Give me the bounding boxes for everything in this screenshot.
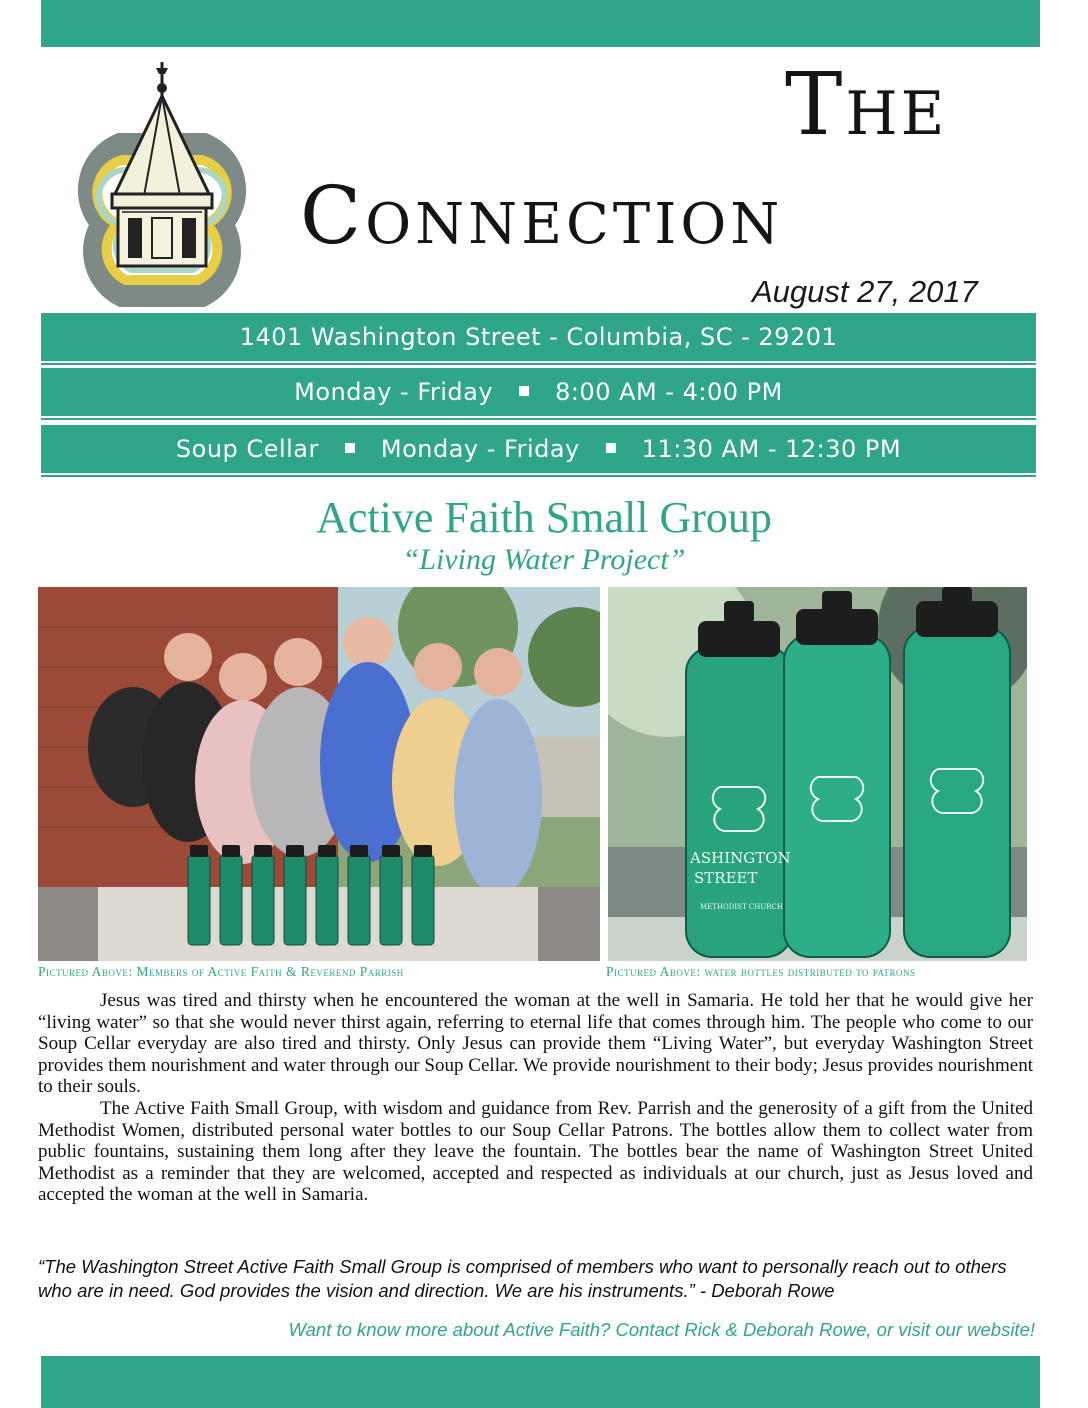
square-bullet-icon <box>519 386 529 396</box>
bottle-print-church: METHODIST CHURCH <box>700 903 783 911</box>
square-bullet-icon <box>606 443 616 453</box>
church-logo <box>52 48 272 310</box>
member-quote: “The Washington Street Active Faith Small Group is comprised of members who want to personally reach out to others who are in need. God provides the vision and direction. We are his instruments.” - Deborah Rowe <box>38 1256 1007 1301</box>
article-paragraph-2: The Active Faith Small Group, with wisdom and guidance from Rev. Parrish and the generosity of a gift from the United Methodist Women, distributed personal water bottles to our Soup Cellar Patrons. The bottles allow them to collect water from public fountains, sustaining them long after they leave the fountain. The bottles bear the name of Washington Street United Methodist as a reminder that they are welcomed, accepted and respected as individuals at our church, just as Jesus loved and accepted the woman at the well in Samaria. <box>38 1097 1033 1206</box>
article-paragraph-1: Jesus was tired and thirsty when he encountered the woman at the well in Samaria. He told her that he would give her “living water” so that she would never thirst again, referring to eternal life that comes through him. The people who come to our Soup Cellar everyday are also tired and thirsty. Only Jesus can provide them “Living Water”, but everyday Washington Street provides them nourishment and water through our Soup Cellar. We provide nourishment to their body; Jesus provides nourishment to their souls. <box>38 990 1033 1098</box>
bottle-print-name: ASHINGTON <box>690 849 791 867</box>
issue-date: August 27, 2017 <box>752 274 978 309</box>
photo-caption-bottles: Pictured Above: water bottles distributed to patrons <box>606 964 916 979</box>
group-members-photo <box>38 587 600 961</box>
group-photo-illustration <box>38 587 600 961</box>
article-body <box>38 990 1033 1206</box>
bottle-print-street: STREET <box>694 869 758 887</box>
bottom-accent-bar <box>41 1356 1040 1408</box>
bottles-photo-illustration <box>608 587 1027 961</box>
office-hours-bar <box>41 368 1036 416</box>
photo-caption-members: Pictured Above: Members of Active Faith & Reverend Parrish <box>38 964 404 979</box>
soup-cellar-bar <box>41 425 1036 473</box>
masthead-title-the: The <box>785 55 948 155</box>
article-title: Active Faith Small Group <box>316 493 772 542</box>
address-text: 1401 Washington Street - Columbia, SC - 29201 <box>239 323 838 351</box>
address-bar <box>41 313 1036 361</box>
water-bottles-photo <box>608 587 1027 961</box>
contact-callout[interactable]: Want to know more about Active Faith? Contact Rick & Deborah Rowe, or visit our website! <box>288 1319 1035 1340</box>
square-bullet-icon <box>345 443 355 453</box>
top-accent-bar <box>41 0 1040 47</box>
soup-cellar-label: Soup Cellar <box>175 435 319 463</box>
office-hours: 8:00 AM - 4:00 PM <box>555 378 783 406</box>
masthead-title-connection: Connection <box>300 169 784 262</box>
steeple-logo-icon <box>52 48 272 310</box>
office-days: Monday - Friday <box>294 378 494 406</box>
soup-cellar-days: Monday - Friday <box>380 435 580 463</box>
article-subtitle: “Living Water Project” <box>402 543 686 576</box>
soup-cellar-hours: 11:30 AM - 12:30 PM <box>641 435 902 463</box>
